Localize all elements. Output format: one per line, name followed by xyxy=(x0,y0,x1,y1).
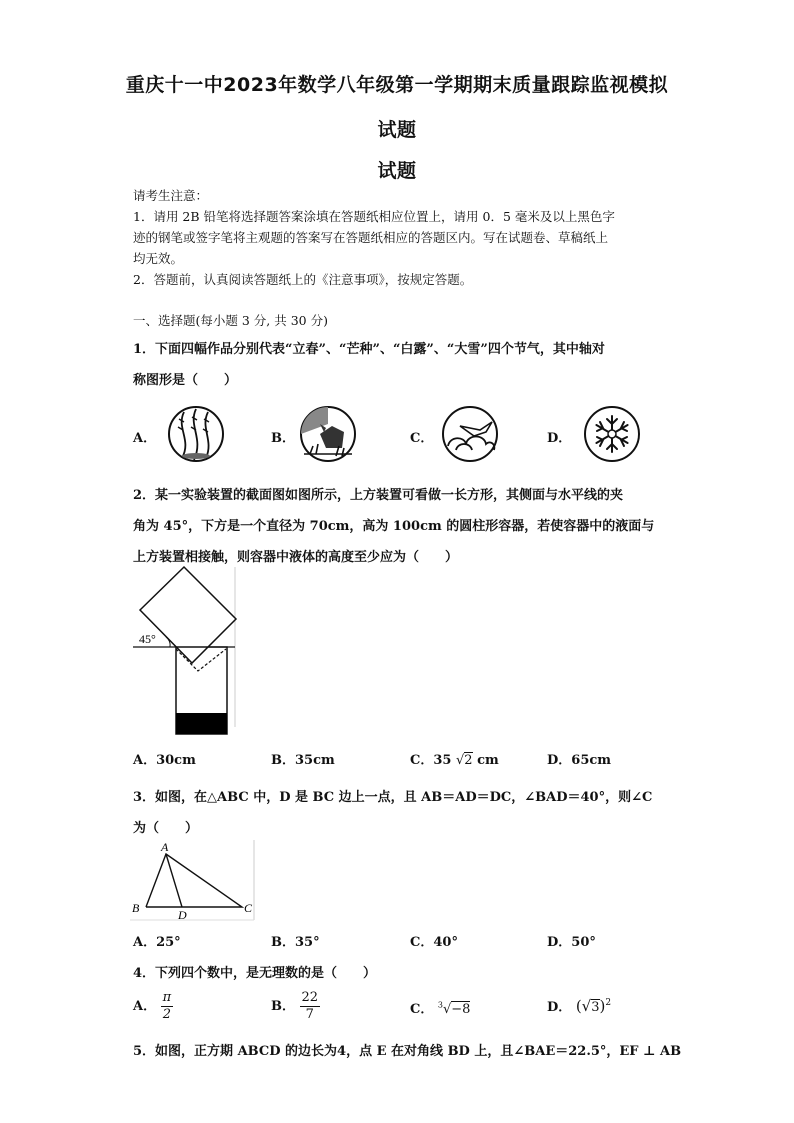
numerator: π xyxy=(162,990,172,1005)
snowflake-icon xyxy=(582,404,642,464)
q2-option-a: A．30cm xyxy=(133,753,196,768)
question-5-text: 5．如图，正方期 ABCD 的边长为4，点 E 在对角线 BD 上，且∠BAE＝22.5°，EF ⊥ AB xyxy=(133,1044,682,1059)
denominator: 7 xyxy=(305,1007,314,1022)
notice-line: 均无效。 xyxy=(133,251,184,266)
liquid-fill xyxy=(176,713,227,734)
q4-option-d-label: D． xyxy=(547,1000,572,1015)
q4-option-b-label: B． xyxy=(271,999,295,1014)
q4-option-c xyxy=(410,998,470,1017)
q3-triangle-figure xyxy=(130,840,260,922)
q4-option-d xyxy=(547,996,611,1015)
q2-option-c-coef: C．35 xyxy=(410,753,452,768)
question-3-text: 为（ ） xyxy=(133,821,199,836)
q1-option-a-label: A． xyxy=(133,431,157,446)
q2-option-c-unit: cm xyxy=(477,753,499,768)
rectangle-device xyxy=(140,567,236,663)
angle-label: 45° xyxy=(139,632,156,646)
q4-option-a xyxy=(133,990,173,1023)
numerator: 22 xyxy=(301,990,319,1005)
sqrt3-squared: $(√3)^2$ xyxy=(575,997,612,1015)
q2-apparatus-figure xyxy=(130,567,240,737)
white-dew-icon xyxy=(440,404,500,464)
question-2-text: 上方装置相接触，则容器中液体的高度至少应为（ ） xyxy=(133,550,459,565)
cube-root: $^3$√−8 xyxy=(437,1000,471,1017)
q3-option-c: C．40° xyxy=(410,935,458,950)
q2-option-b: B．35cm xyxy=(271,753,335,768)
vertex-c: C xyxy=(244,901,253,915)
question-4-text: 4．下列四个数中，是无理数的是（ ） xyxy=(133,966,377,981)
notice-line: 迹的钢笔或签字笔将主观题的答案写在答题纸相应的答题区内。写在试题卷、草稿纸上 xyxy=(133,230,609,245)
notice-line: 2．答题前，认真阅读答题纸上的《注意事项》，按规定答题。 xyxy=(133,272,473,287)
vertex-d: D xyxy=(178,908,187,922)
question-1-text: 1．下面四幅作品分别代表“立春”、“芒种”、“白露”、“大雪”四个节气，其中轴对 xyxy=(133,342,605,357)
q3-option-a: A．25° xyxy=(133,935,181,950)
root-index: 3 xyxy=(437,1000,443,1010)
fraction-pi-over-2 xyxy=(161,990,174,1023)
sqrt-symbol: √2 xyxy=(455,753,473,768)
q4-option-b xyxy=(271,990,320,1023)
q1-option-c-label: C． xyxy=(410,431,434,446)
exponent: 2 xyxy=(605,998,612,1008)
q4-option-a-label: A． xyxy=(133,999,157,1014)
vertex-a: A xyxy=(161,840,169,854)
fraction-22-over-7 xyxy=(300,990,321,1023)
q1-option-b-label: B． xyxy=(271,431,295,446)
question-1-text: 称图形是（ ） xyxy=(133,373,238,388)
page-subtitle: 试题 xyxy=(377,119,417,141)
q3-option-b: B．35° xyxy=(271,935,320,950)
notice-heading: 请考生注意： xyxy=(133,188,209,203)
grain-icon xyxy=(298,404,358,464)
q2-option-d: D．65cm xyxy=(547,753,612,768)
page-title: 重庆十一中2023年数学八年级第一学期期末质量跟踪监视模拟 xyxy=(125,74,669,96)
q3-option-d: D．50° xyxy=(547,935,596,950)
section-heading: 一、选择题(每小题 3 分, 共 30 分) xyxy=(133,313,328,328)
q1-option-d-label: D． xyxy=(547,431,572,446)
notice-line: 1．请用 2B 铅笔将选择题答案涂填在答题纸相应位置上，请用 0．5 毫米及以上黑色字 xyxy=(133,209,615,224)
q4-option-c-label: C． xyxy=(410,1002,434,1017)
q2-option-c-radicand: 2 xyxy=(464,753,473,768)
q2-option-c xyxy=(410,749,499,768)
radicand: −8 xyxy=(451,1002,471,1017)
question-3-text: 3．如图，在△ABC 中，D 是 BC 边上一点，且 AB＝AD＝DC，∠BAD＝40°，则∠C xyxy=(133,790,653,805)
radicand: 3 xyxy=(591,1000,600,1015)
spring-icon xyxy=(166,404,226,464)
question-2-text: 角为 45°，下方是一个直径为 70cm，高为 100cm 的圆柱形容器，若使容器中的液面与 xyxy=(133,519,655,534)
vertex-b: B xyxy=(132,901,140,915)
question-2-text: 2．某一实验装置的截面图如图所示，上方装置可看做一长方形，其侧面与水平线的夹 xyxy=(133,488,624,503)
page-subtitle-repeat: 试题 xyxy=(377,160,417,182)
denominator: 2 xyxy=(162,1007,172,1022)
